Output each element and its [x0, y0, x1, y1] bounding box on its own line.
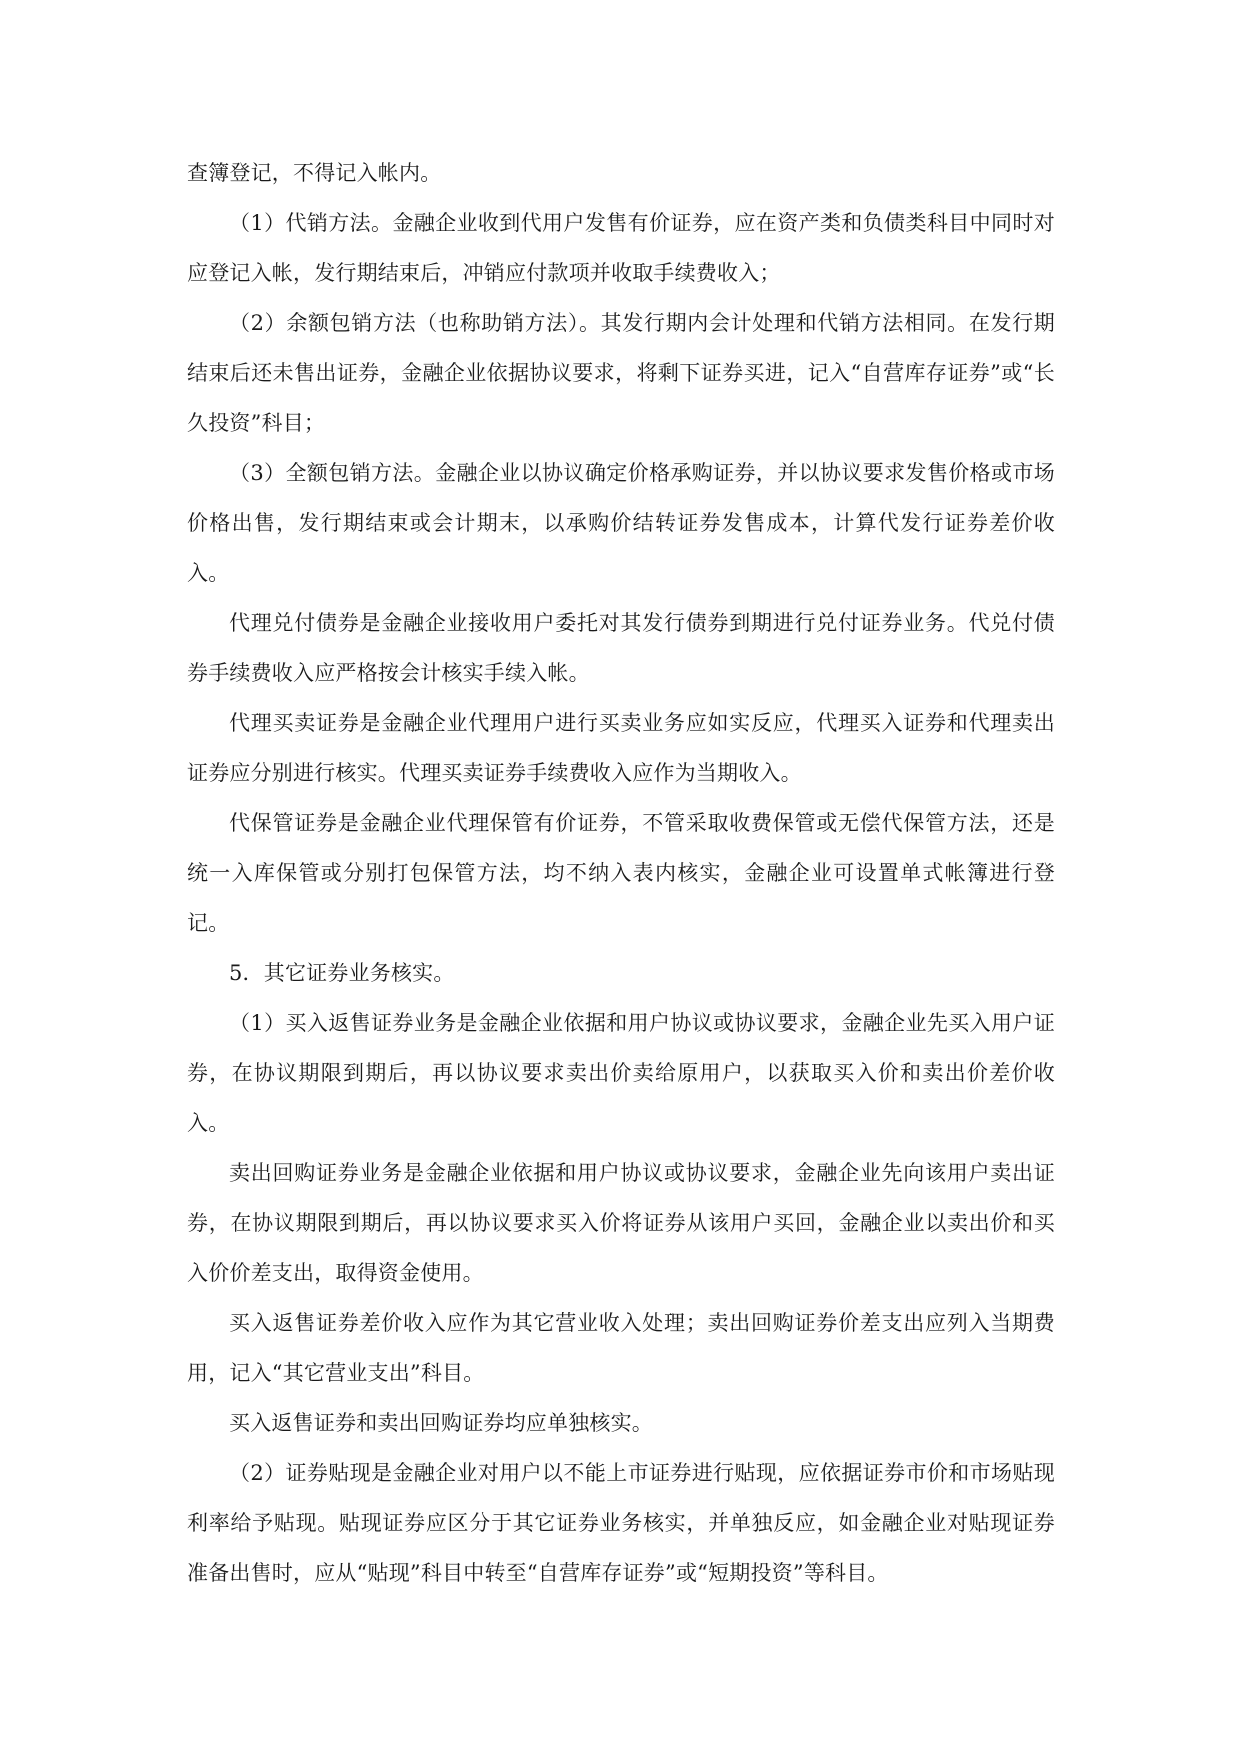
paragraph-agency-trading: 代理买卖证券是金融企业代理用户进行买卖业务应如实反应，代理买入证券和代理卖出证券应分别进行核实。代理买卖证券手续费收入应作为当期收入。	[187, 711, 1055, 785]
paragraph-consignment-method: （1）代销方法。金融企业收到代用户发售有价证券，应在资产类和负债类科目中同时对应登记入帐，发行期结束后，冲销应付款项并收取手续费收入；	[187, 211, 1055, 285]
paragraph-separate-accounting: 买入返售证券和卖出回购证券均应单独核实。	[229, 1411, 653, 1435]
paragraph-bond-redemption: 代理兑付债券是金融企业接收用户委托对其发行债券到期进行兑付证券业务。代兑付债券手续费收入应严格按会计核实手续入帐。	[187, 611, 1055, 685]
paragraph-custody: 代保管证券是金融企业代理保管有价证券，不管采取收费保管或无偿代保管方法，还是统一入库保管或分别打包保管方法，均不纳入表内核实，金融企业可设置单式帐簿进行登记。	[187, 811, 1055, 935]
section-heading-other-securities: 5．其它证券业务核实。	[229, 961, 455, 985]
paragraph-discounting: （2）证券贴现是金融企业对用户以不能上市证券进行贴现，应依据证券市价和市场贴现利率给予贴现。贴现证券应区分于其它证券业务核实，并单独反应，如金融企业对贴现证券准备出售时，应从“贴现”科目中转至“自营库存证券”或“短期投资”等科目。	[187, 1461, 1055, 1585]
paragraph-full-underwriting: （3）全额包销方法。金融企业以协议确定价格承购证券，并以协议要求发售价格或市场价格出售，发行期结束或会计期末，以承购价结转证券发售成本，计算代发行证券差价收入。	[187, 461, 1055, 585]
paragraph-continuation: 查簿登记，不得记入帐内。	[187, 161, 442, 185]
paragraph-reverse-repo: （1）买入返售证券业务是金融企业依据和用户协议或协议要求，金融企业先买入用户证券，在协议期限到期后，再以协议要求卖出价卖给原用户，以获取买入价和卖出价差价收入。	[187, 1011, 1055, 1135]
paragraph-repo: 卖出回购证券业务是金融企业依据和用户协议或协议要求，金融企业先向该用户卖出证券，在协议期限到期后，再以协议要求买入价将证券从该用户买回，金融企业以卖出价和买入价价差支出，取得资金使用。	[187, 1161, 1055, 1285]
paragraph-spread-treatment: 买入返售证券差价收入应作为其它营业收入处理；卖出回购证券价差支出应列入当期费用，记入“其它营业支出”科目。	[187, 1311, 1055, 1385]
paragraph-balance-underwriting: （2）余额包销方法（也称助销方法）。其发行期内会计处理和代销方法相同。在发行期结束后还未售出证券，金融企业依据协议要求，将剩下证券买进，记入“自营库存证券”或“长久投资”科目；	[187, 311, 1055, 435]
document-body	[187, 148, 1055, 1598]
